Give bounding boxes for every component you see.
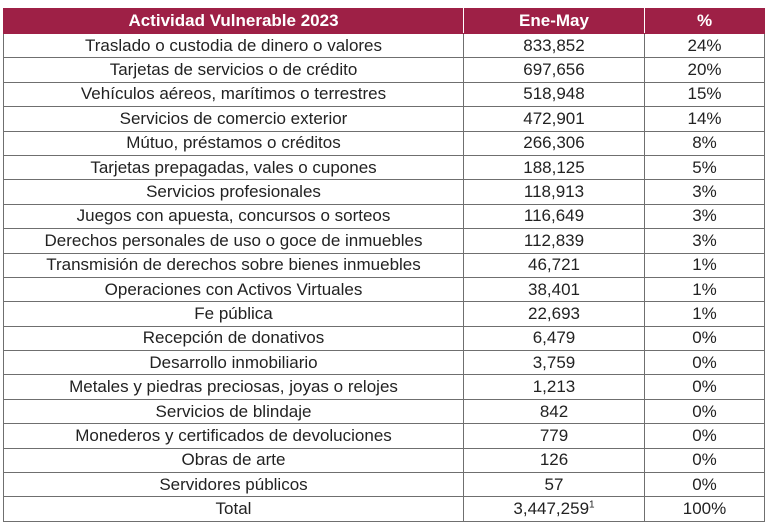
- count-cell: 1,213: [464, 375, 645, 399]
- percent-cell: 14%: [645, 107, 765, 131]
- percent-cell: 1%: [645, 253, 765, 277]
- percent-cell: 0%: [645, 351, 765, 375]
- count-cell: 22,693: [464, 302, 645, 326]
- percent-cell: 0%: [645, 424, 765, 448]
- table-row: [4, 34, 765, 58]
- activity-cell: Recepción de donativos: [4, 326, 464, 350]
- percent-cell: 20%: [645, 58, 765, 82]
- activity-cell: Desarrollo inmobiliario: [4, 351, 464, 375]
- table-row: [4, 399, 765, 423]
- count-cell: 126: [464, 448, 645, 472]
- count-cell: 472,901: [464, 107, 645, 131]
- activity-cell: Servicios profesionales: [4, 180, 464, 204]
- count-cell: 118,913: [464, 180, 645, 204]
- count-cell: 3,759: [464, 351, 645, 375]
- table-row: [4, 82, 765, 106]
- activity-cell: Metales y piedras preciosas, joyas o relojes: [4, 375, 464, 399]
- activity-cell: Traslado o custodia de dinero o valores: [4, 34, 464, 58]
- percent-cell: 8%: [645, 131, 765, 155]
- table-row: [4, 229, 765, 253]
- table-row: [4, 375, 765, 399]
- table-row: [4, 155, 765, 179]
- percent-cell: 1%: [645, 302, 765, 326]
- count-cell: 6,479: [464, 326, 645, 350]
- total-value: 3,447,259: [513, 499, 590, 519]
- activity-cell: Servicios de comercio exterior: [4, 107, 464, 131]
- activity-cell: Fe pública: [4, 302, 464, 326]
- count-cell: 57: [464, 473, 645, 497]
- percent-cell: 0%: [645, 375, 765, 399]
- percent-cell: 3%: [645, 229, 765, 253]
- percent-cell: 0%: [645, 473, 765, 497]
- count-cell: 46,721: [464, 253, 645, 277]
- count-cell: 188,125: [464, 155, 645, 179]
- count-cell: 833,852: [464, 34, 645, 58]
- activity-cell: Juegos con apuesta, concursos o sorteos: [4, 204, 464, 228]
- activity-cell: Operaciones con Activos Virtuales: [4, 277, 464, 301]
- count-cell: 697,656: [464, 58, 645, 82]
- total-label: Total: [4, 497, 464, 521]
- vulnerable-activity-table: [3, 8, 765, 522]
- percent-cell: 1%: [645, 277, 765, 301]
- activity-cell: Derechos personales de uso o goce de inmuebles: [4, 229, 464, 253]
- table-row: [4, 180, 765, 204]
- table-row: [4, 351, 765, 375]
- total-footnote: 1: [589, 499, 595, 511]
- percent-cell: 0%: [645, 448, 765, 472]
- activity-cell: Mútuo, préstamos o créditos: [4, 131, 464, 155]
- percent-cell: 3%: [645, 180, 765, 204]
- count-cell: 779: [464, 424, 645, 448]
- count-cell: 112,839: [464, 229, 645, 253]
- count-cell: 266,306: [464, 131, 645, 155]
- activity-cell: Obras de arte: [4, 448, 464, 472]
- table-row: [4, 277, 765, 301]
- table-row: [4, 107, 765, 131]
- activity-cell: Vehículos aéreos, marítimos o terrestres: [4, 82, 464, 106]
- activity-cell: Servidores públicos: [4, 473, 464, 497]
- percent-cell: 0%: [645, 326, 765, 350]
- count-cell: 38,401: [464, 277, 645, 301]
- table-header-row: [4, 9, 765, 34]
- activity-cell: Tarjetas prepagadas, vales o cupones: [4, 155, 464, 179]
- percent-cell: 3%: [645, 204, 765, 228]
- table-row: [4, 326, 765, 350]
- table-row: [4, 204, 765, 228]
- header-percent: %: [645, 9, 765, 34]
- table-row: [4, 58, 765, 82]
- count-cell: 842: [464, 399, 645, 423]
- table-row: [4, 131, 765, 155]
- total-value-cell: [464, 497, 645, 521]
- percent-cell: 15%: [645, 82, 765, 106]
- activity-cell: Monederos y certificados de devoluciones: [4, 424, 464, 448]
- total-row: [4, 497, 765, 521]
- table-row: [4, 473, 765, 497]
- table-row: [4, 302, 765, 326]
- table-row: [4, 253, 765, 277]
- activity-cell: Tarjetas de servicios o de crédito: [4, 58, 464, 82]
- header-activity: Actividad Vulnerable 2023: [4, 9, 464, 34]
- percent-cell: 0%: [645, 399, 765, 423]
- table-row: [4, 448, 765, 472]
- activity-cell: Transmisión de derechos sobre bienes inmuebles: [4, 253, 464, 277]
- total-percent: 100%: [645, 497, 765, 521]
- count-cell: 518,948: [464, 82, 645, 106]
- count-cell: 116,649: [464, 204, 645, 228]
- activity-cell: Servicios de blindaje: [4, 399, 464, 423]
- table-body: [4, 34, 765, 497]
- header-period: Ene-May: [464, 9, 645, 34]
- percent-cell: 24%: [645, 34, 765, 58]
- table-row: [4, 424, 765, 448]
- percent-cell: 5%: [645, 155, 765, 179]
